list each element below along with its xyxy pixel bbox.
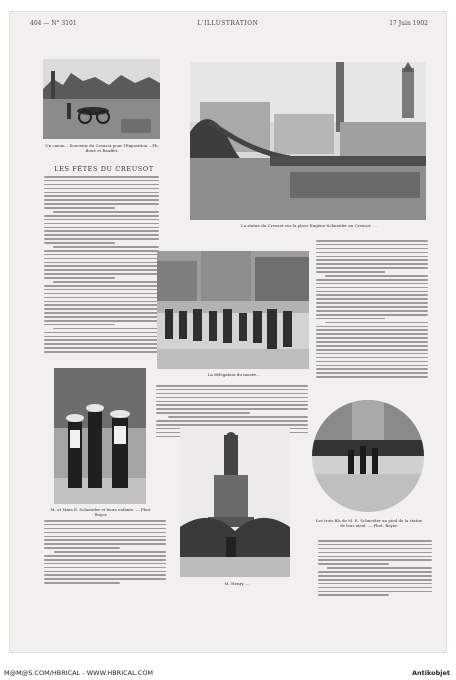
issue-date: 17 Juin 1902 [389, 20, 428, 27]
caption-statue: M. Henry, ... [224, 581, 250, 586]
caption-procession: La délégation du musée... [207, 372, 261, 377]
photo-statue [180, 427, 290, 577]
photo-cannon [43, 59, 160, 139]
text-column-right-top [316, 240, 428, 380]
text-column-right-bottom [318, 540, 432, 598]
watermark-left: M@M@S.COM/HBRICAL - WWW.HBRICAL.COM [4, 669, 154, 677]
caption-square: La statue du Creusot sur la place Eugène-Schneider au Creusot. ... [241, 223, 377, 228]
caption-sons: Les trois fils de M. E. Schneider au pied de la statue de leur aïeul. — Phot. Boyer. [315, 518, 423, 528]
watermark-bar [0, 668, 456, 680]
photo-procession [157, 251, 309, 369]
magazine-title: L'ILLUSTRATION [197, 20, 259, 27]
text-column-left-bottom [44, 520, 166, 586]
article-title: LES FÊTES DU CREUSOT [54, 165, 154, 173]
caption-cannon: Un canon... Souvenir du Creusot pour l'Exposition ...Ph. Boué et Rauffet. [45, 143, 159, 153]
caption-family: M. et Mme E. Schneider et leurs enfants. — Phot. Boyer. [50, 507, 152, 517]
photo-schneider-family [54, 368, 146, 504]
text-column-left-top [44, 176, 159, 355]
page-number: 404 — N° 3101 [30, 20, 77, 27]
watermark-right: Antikobjet [411, 669, 450, 677]
photo-square-chimney [190, 62, 426, 220]
photo-sons-round [312, 400, 424, 512]
